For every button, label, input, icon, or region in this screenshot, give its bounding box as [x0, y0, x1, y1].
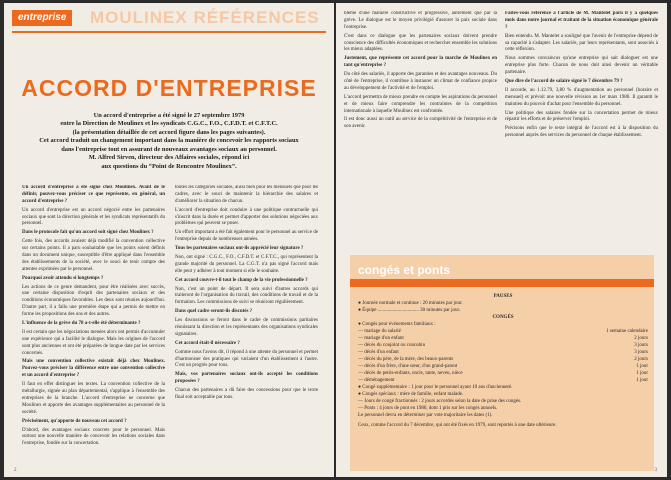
- right-page-columns: [344, 11, 658, 249]
- box-note: Ceux, comme l'accord du 7 décembre, qui ont été fixés en 1979, sont reportés à une date ultérieure.: [358, 423, 557, 428]
- conge-value: 2 jours: [634, 357, 648, 362]
- conge-value: 2 jours: [634, 336, 648, 341]
- header-rule: [12, 31, 326, 33]
- conge-row: [358, 370, 648, 377]
- intro-line: (la présentation détaillée de cet accord figure dans les pages suivantes).: [72, 128, 266, 136]
- conge-row: [358, 335, 648, 342]
- pauses-line: ● Journée normale et continue : 20 minutes par jour.: [358, 301, 463, 306]
- interview-answer: Chacun des partenaires a dû faire des concessions pour que le texte final soit acceptable par tous.: [175, 388, 318, 401]
- article-intro: [20, 112, 318, 171]
- conge-row: [358, 363, 648, 370]
- pauses-heading: PAUSES: [493, 294, 513, 299]
- text-column-1: [22, 185, 165, 468]
- interview-answer: Un accord d'entreprise est un accord négocié entre les partenaires sociaux que sont la direction générale et les syndicats représentatifs du personnel.: [22, 207, 165, 227]
- interview-question: Précisément, qu'apporte de nouveau cet accord ?: [22, 418, 127, 424]
- conge-row: [358, 342, 648, 349]
- conge-extra-line: ● Congé supplémentaire : 1 jour pour le personnel ayant 10 ans d'ancienneté.: [358, 385, 513, 390]
- interview-question: Pourquoi avoir attendu si longtemps ?: [22, 275, 104, 281]
- right-page: [336, 3, 667, 477]
- left-page-columns: [22, 185, 318, 468]
- interview-answer: L'accord permettra de mieux prendre en compte les aspirations du personnel et de mieux faire comprendre les contraintes de la compétition internationale à laquelle Moulinex est confrontée.: [344, 94, 497, 114]
- interview-answer: Une politique des salaires fondée sur la concertation permet de mieux répartir les efforts et de préserver l'emploi.: [505, 110, 658, 123]
- section-label: entreprise: [12, 10, 72, 26]
- magazine-spread: [4, 3, 667, 477]
- conges-intro: ● Congés pour événements familiaux :: [358, 322, 436, 327]
- interview-answer: Les discussions se feront dans le cadre de commissions paritaires réunissant la direction et les représentants des organisations syndicales signataires.: [175, 318, 318, 337]
- page-number: 2: [14, 468, 17, 473]
- interview-answer: Un effort important a été fait également pour le personnel au service de l'entreprise depuis de nombreuses années.: [175, 230, 318, 243]
- interview-answer: Du côté des salariés, il apporte des garanties et des avantages nouveaux. Du côté de l'entreprise, il contribue à instaurer un climat de confiance propice au développement de l'activité et de l'emploi.: [344, 72, 497, 91]
- intro-line: Cet accord traduit un changement important dans la manière de concevoir les rapports sociaux: [39, 137, 299, 145]
- interview-answer: Bien entendu. M. Mantelet a souligné que l'avenir de l'entreprise dépend de sa capacité à s'adapter. Les salariés, par leurs représentants, sont associés à cette réflexion.: [505, 33, 658, 53]
- section-header-ghost-text: MOULINEX RÉFÉRENCES: [90, 8, 320, 27]
- interview-answer: Il est certain que les négociations menées alors ont permis d'accumuler une expérience qui a facilité le dialogue. Mais les origines de l'accord sont plus anciennes et ont été préparées de longue date par les services concernés.: [22, 329, 165, 356]
- page-number: 3: [654, 468, 657, 473]
- intro-line: dans l'entreprise tout en assurant de nouveaux avantages sociaux au personnel.: [61, 145, 277, 153]
- interview-question: Cet accord couvre-t-il tout le champ de la vie professionnelle ?: [175, 277, 308, 283]
- conge-value: 1 jour: [636, 371, 648, 376]
- interview-question: Mais une convention collective existait déjà chez Moulinex. Pouvez-vous préciser la différence entre une convention collective et un accord d'entreprise ?: [22, 359, 165, 379]
- interview-answer: L'accord d'entreprise doit conduire à une politique contractuelle qui s'inscrit dans la durée et permet d'apporter des solutions négociées aux problèmes qui peuvent se poser.: [175, 207, 318, 227]
- conge-label: — décès d'un enfant: [358, 350, 399, 355]
- conge-label: — décès du conjoint ou concubin: [358, 343, 426, 348]
- conge-label: — déménagement: [358, 378, 395, 383]
- conge-row: [358, 349, 648, 356]
- interview-answer: Il est donc aussi un outil au service de la compétitivité de l'entreprise et de son avenir.: [344, 117, 497, 130]
- conge-label: — mariage d'un enfant: [358, 336, 404, 341]
- left-page: [4, 3, 334, 477]
- conge-value: 1 jour: [636, 364, 648, 369]
- conge-value: 3 jours: [634, 350, 648, 355]
- conges-heading: CONGÉS: [492, 315, 514, 320]
- box-header-band: [350, 279, 654, 287]
- interview-answer: Non, c'est un point de départ. Il sera suivi d'autres accords qui traiteront de l'organisation du travail, des conditions de travail et de la formation. Les commissions de suivi se réuniront régulièrement.: [175, 286, 318, 306]
- intro-line: entre la Direction de Moulinex et les syndicats C.G.C., F.O., C.F.D.T. et C.F.T.C.: [60, 120, 278, 128]
- interview-answer: Cette fois, des accords avaient déjà modifié la convention collective sur certains points. Il a paru souhaitable que les points soient définis dans un document unique, susceptible d'être appliqué dans l'ensemble des établissements de la société, avec le souci de tenir compte des attentes exprimées par le personnel.: [22, 239, 165, 272]
- conge-row: [358, 356, 648, 363]
- conge-extra-line: ● Congés spéciaux : mère de famille, enfant malade.: [358, 392, 464, 397]
- conge-extra-line: Le personnel devra en déterminer par vote majoritaire les dates (1).: [358, 413, 493, 418]
- interview-answer: C'est dans ce dialogue que les partenaires sociaux doivent prendre conscience des difficultés économiques et rechercher ensemble les solutions les mieux adaptées.: [344, 33, 497, 53]
- conge-extra-line: — Ponts : 4 jours de pont en 1980, dont 1 pris sur les congés annuels.: [358, 406, 498, 411]
- text-column-4: [505, 11, 658, 249]
- intro-line: aux questions du “Point de Rencontre Moulinex”.: [101, 162, 237, 170]
- interview-answer: Comme nous l'avons dit, il répond à une attente du personnel et permet d'harmoniser des pratiques qui variaient d'un établissement à l'autre. C'est un progrès pour tous.: [175, 349, 318, 369]
- conges-list: [358, 328, 648, 384]
- interview-question: Que dire de l'accord de salaire signé le 7 décembre 79 ?: [505, 79, 623, 85]
- text-column-3: [344, 11, 497, 249]
- conge-value: 3 jours: [634, 343, 648, 348]
- intro-line: Un accord d'entreprise a été signé le 27 septembre 1979: [93, 112, 245, 119]
- interview-answer: Il accorde, au 1.12.79, 3,80 % d'augmentation au personnel (horaire et mensuel) et prévoit une nouvelle révision au 1er mars 1980. Il garantit le maintien du pouvoir d'achat pour l'ensemble du personnel.: [505, 87, 658, 107]
- interview-question: L'influence de la grève du 78 a-t-elle été déterminante ?: [22, 321, 141, 327]
- box-body: [358, 293, 648, 429]
- article-headline: ACCORD D'ENTREPRISE: [21, 75, 317, 101]
- interview-answer: Précisons enfin que le texte intégral de l'accord est à la disposition du personnel auprès des services du personnel de chaque établissement.: [505, 126, 658, 139]
- conge-row: [358, 328, 648, 335]
- conge-label: — décès du père, de la mère, des beaux-parents: [358, 357, 454, 362]
- conge-row: [358, 377, 648, 384]
- conges-extra-list: [358, 384, 648, 419]
- conges-et-ponts-box: [350, 255, 654, 471]
- interview-answer: Les actions de ce genre demandent, pour être réalisées avec succès, une certaine disposition d'esprit des partenaires sociaux et des conditions économiques favorables. Les deux sont réunies aujourd'hui. D'autre part, il a fallu une première étape qui a permis de mettre en forme les propositions des uns et des autres.: [22, 284, 165, 318]
- interview-question: Faites-vous référence à l'article de M. Mantelet paru il y a quelques mois dans notre journal et traitant de la situation économique générale ?: [505, 11, 658, 30]
- conge-value: 1 jour: [636, 378, 648, 383]
- interview-question: Dans quel cadre seront-ils discutés ?: [175, 309, 253, 315]
- interview-answer: toutes les catégories sociales, aussi bien pour les mensuels que pour les cadres, avec le souci de maintenir la hiérarchie des salaires et d'améliorer la situation de chacun.: [175, 185, 318, 204]
- interview-question: Mais, vos partenaires sociaux ont-ils accepté les conditions proposées ?: [175, 372, 318, 385]
- interview-answer: blème d'une manière constructive et progressive, autrement que par la grève. Le dialogue est le moyen privilégié d'assurer la paix sociale dans l'entreprise.: [344, 11, 497, 30]
- conge-label: — décès d'un frère, d'une sœur, d'un grand-parent: [358, 364, 458, 369]
- interview-question: Un accord d'entreprise a été signé chez Moulinex. Avant de le définir, pouvez-vous préciser ce que représente, en général, un accord d'entreprise ?: [22, 185, 165, 204]
- box-title: congés et ponts: [358, 263, 451, 277]
- interview-answer: Il faut en effet distinguer les textes. La convention collective de la métallurgie, signée au plan départemental, s'applique à l'ensemble des entreprises de la branche. L'accord d'entreprise ne concerne que Moulinex et apporte des avantages supplémentaires au personnel de la société.: [22, 382, 165, 415]
- interview-question: Justement, que représente cet accord pour la marche de Moulinex en tant qu'entreprise ?: [344, 56, 497, 69]
- conge-label: — décès de petits-enfants, oncle, tante, neveu, nièce: [358, 371, 463, 376]
- interview-question: Cet accord était-il nécessaire ?: [175, 340, 240, 346]
- section-header: [12, 8, 327, 30]
- pauses-line: ● Équipe ................................. 30 minutes par jour.: [358, 308, 461, 313]
- interview-answer: Nous sommes convaincus qu'une entreprise qui sait dialoguer est une entreprise plus forte. Chacun de nous doit ainsi devenir un véritable partenaire.: [505, 56, 658, 76]
- interview-answer: Non, ont signé : C.G.C., F.O., C.F.D.T. et C.F.T.C., qui représentent la grande majorité du personnel. La C.G.T. n'a pas signé l'accord mais elle peut y adhérer à tout moment si elle le souhaite.: [175, 255, 318, 274]
- conge-extra-line: — Jours de congé fractionnés : 2 jours accordés selon la date de prise des congés.: [358, 399, 522, 404]
- text-column-2: [175, 185, 318, 468]
- intro-line: M. Alfred Sirven, directeur des Affaires sociales, répond ici: [88, 154, 250, 162]
- interview-question: Dans le protocole fait qu'un accord soit signé chez Moulinex ?: [22, 230, 154, 236]
- interview-answer: D'abord, des avantages sociaux concrets pour le personnel. Mais surtout une nouvelle manière de concevoir les relations sociales dans l'entreprise, fondée sur la concertation.: [22, 427, 165, 447]
- conge-value: 1 semaine calendaire: [606, 329, 648, 334]
- conge-label: — mariage du salarié: [358, 329, 401, 334]
- interview-question: Tous les partenaires sociaux ont-ils apprécié leur signature ?: [175, 246, 304, 252]
